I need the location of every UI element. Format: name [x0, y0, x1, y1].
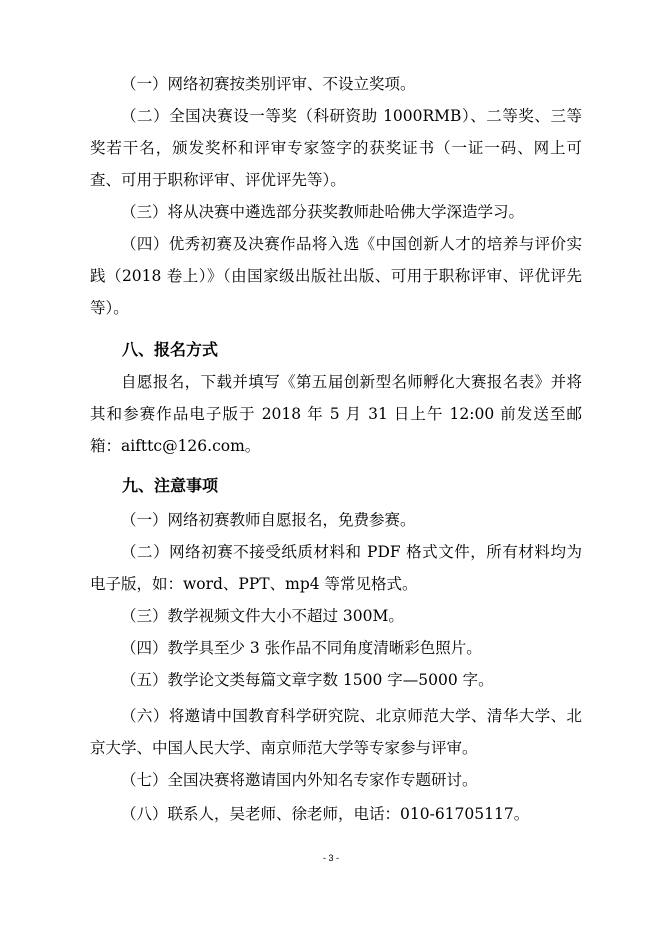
section9-item-3: （三）教学视频文件大小不超过 300M。: [121, 607, 404, 625]
section9-item-4: （四）教学具至少 3 张作品不同角度清晰彩色照片。: [121, 639, 482, 657]
section9-item-5: （五）教学论文类每篇文章字数 1500 字—5000 字。: [121, 671, 494, 689]
section9-item-6: （六）将邀请中国教育科学研究院、北京师范大学、清华大学、北京大学、中国人民大学、南京师范大学等专家参与评审。: [90, 707, 582, 757]
section9-item-7: （七）全国决赛将邀请国内外知名专家作专题研讨。: [121, 771, 478, 789]
section8-heading: 八、报名方式: [122, 340, 219, 359]
section9-item-8: （八）联系人，吴老师、徐老师，电话：010-61705117。: [121, 805, 530, 823]
section9-item-1: （一）网络初赛教师自愿报名，免费参赛。: [121, 511, 416, 529]
section9-item-2: （二）网络初赛不接受纸质材料和 PDF 格式文件，所有材料均为电子版，如：word、PPT、mp4 等常见格式。: [90, 543, 582, 593]
section7-item-4: （四）优秀初赛及决赛作品将入选《中国创新人才的培养与评价实践（2018 卷上）》（由国家级出版社出版、可用于职称评审、评优评先等）。: [90, 235, 582, 317]
section8-text: 自愿报名，下载并填写《第五届创新型名师孵化大赛报名表》并将其和参赛作品电子版于 2018 年 5 月 31 日上午 12:00 前发送至邮箱：aifttc@126.com。: [90, 373, 582, 455]
section7-item-2: （二）全国决赛设一等奖（科研资助 1000RMB）、二等奖、三等奖若干名，颁发奖杯和评审专家签字的获奖证书（一证一码、网上可查、可用于职称评审、评优评先等）。: [90, 107, 582, 189]
section7-item-3: （三）将从决赛中遴选部分获奖教师赴哈佛大学深造学习。: [121, 203, 525, 221]
section7-item-1: （一）网络初赛按类别评审、不设立奖项。: [121, 75, 416, 93]
page-number: - 3 -: [322, 853, 339, 863]
section9-heading: 九、注意事项: [122, 476, 219, 495]
